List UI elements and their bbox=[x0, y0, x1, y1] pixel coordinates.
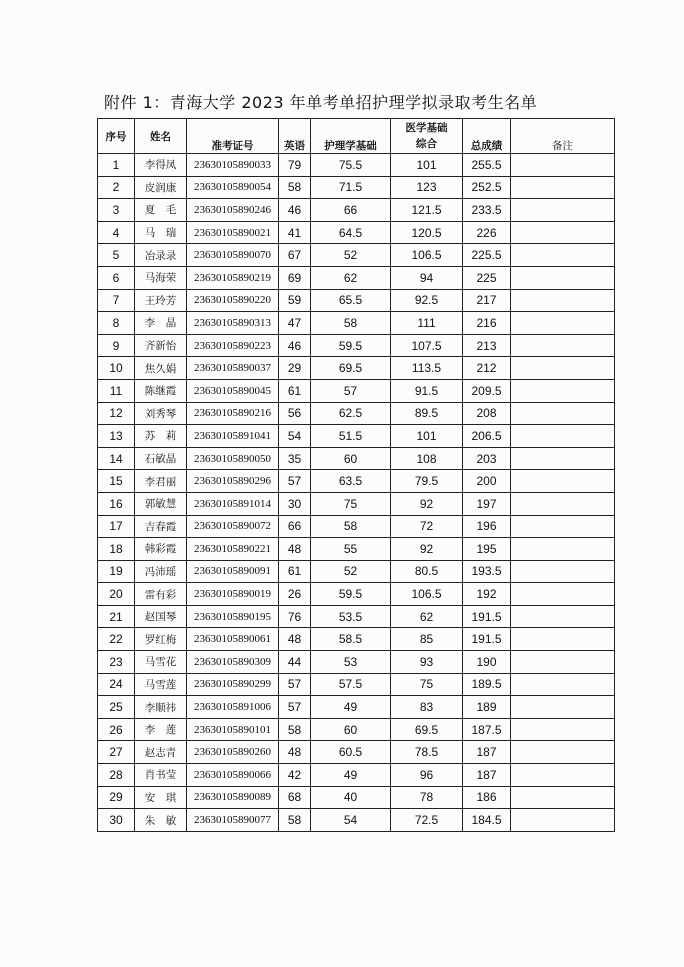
cell-nursing: 58.5 bbox=[311, 628, 391, 651]
cell-ticket: 23630105890299 bbox=[187, 673, 279, 696]
cell-nursing: 69.5 bbox=[311, 357, 391, 380]
cell-medical: 92 bbox=[391, 538, 463, 561]
cell-note bbox=[511, 673, 615, 696]
cell-total: 206.5 bbox=[463, 425, 511, 448]
admission-table bbox=[97, 118, 615, 832]
cell-ticket: 23630105890070 bbox=[187, 244, 279, 267]
cell-index: 7 bbox=[98, 289, 135, 312]
cell-nursing: 63.5 bbox=[311, 470, 391, 493]
cell-index: 5 bbox=[98, 244, 135, 267]
table-row bbox=[98, 741, 615, 764]
cell-name: 陈继霞 bbox=[135, 379, 187, 402]
cell-ticket: 23630105890089 bbox=[187, 786, 279, 809]
table-row bbox=[98, 357, 615, 380]
cell-total: 203 bbox=[463, 447, 511, 470]
cell-note bbox=[511, 718, 615, 741]
cell-nursing: 40 bbox=[311, 786, 391, 809]
cell-english: 58 bbox=[279, 809, 311, 832]
cell-total: 184.5 bbox=[463, 809, 511, 832]
cell-ticket: 23630105890061 bbox=[187, 628, 279, 651]
cell-total: 208 bbox=[463, 402, 511, 425]
cell-medical: 101 bbox=[391, 425, 463, 448]
cell-name: 李顺祎 bbox=[135, 696, 187, 719]
header-medical-line2: 综合 bbox=[416, 138, 437, 150]
cell-english: 44 bbox=[279, 651, 311, 674]
cell-medical: 80.5 bbox=[391, 560, 463, 583]
cell-total: 187 bbox=[463, 764, 511, 787]
cell-total: 213 bbox=[463, 334, 511, 357]
cell-nursing: 55 bbox=[311, 538, 391, 561]
cell-medical: 101 bbox=[391, 154, 463, 177]
cell-ticket: 23630105890019 bbox=[187, 583, 279, 606]
cell-medical: 83 bbox=[391, 696, 463, 719]
cell-ticket: 23630105890091 bbox=[187, 560, 279, 583]
cell-total: 225.5 bbox=[463, 244, 511, 267]
cell-english: 48 bbox=[279, 538, 311, 561]
cell-medical: 106.5 bbox=[391, 244, 463, 267]
cell-medical: 111 bbox=[391, 312, 463, 335]
cell-name: 马海荣 bbox=[135, 266, 187, 289]
cell-name: 雷有彩 bbox=[135, 583, 187, 606]
cell-index: 15 bbox=[98, 470, 135, 493]
cell-name: 韩彩霞 bbox=[135, 538, 187, 561]
cell-english: 48 bbox=[279, 741, 311, 764]
cell-english: 79 bbox=[279, 154, 311, 177]
cell-total: 191.5 bbox=[463, 628, 511, 651]
cell-total: 189.5 bbox=[463, 673, 511, 696]
cell-note bbox=[511, 379, 615, 402]
cell-total: 209.5 bbox=[463, 379, 511, 402]
header-english: 英语 bbox=[279, 119, 311, 154]
cell-nursing: 60 bbox=[311, 447, 391, 470]
cell-nursing: 49 bbox=[311, 696, 391, 719]
cell-english: 67 bbox=[279, 244, 311, 267]
cell-total: 225 bbox=[463, 266, 511, 289]
cell-medical: 94 bbox=[391, 266, 463, 289]
cell-index: 8 bbox=[98, 312, 135, 335]
table-row bbox=[98, 244, 615, 267]
cell-total: 192 bbox=[463, 583, 511, 606]
cell-ticket: 23630105890054 bbox=[187, 176, 279, 199]
cell-ticket: 23630105890066 bbox=[187, 764, 279, 787]
cell-medical: 69.5 bbox=[391, 718, 463, 741]
table-row bbox=[98, 538, 615, 561]
cell-ticket: 23630105890050 bbox=[187, 447, 279, 470]
cell-medical: 113.5 bbox=[391, 357, 463, 380]
cell-index: 17 bbox=[98, 515, 135, 538]
cell-note bbox=[511, 425, 615, 448]
table-row bbox=[98, 312, 615, 335]
cell-english: 61 bbox=[279, 560, 311, 583]
cell-ticket: 23630105890037 bbox=[187, 357, 279, 380]
cell-total: 216 bbox=[463, 312, 511, 335]
cell-name: 李 晶 bbox=[135, 312, 187, 335]
cell-english: 46 bbox=[279, 199, 311, 222]
cell-note bbox=[511, 289, 615, 312]
cell-index: 26 bbox=[98, 718, 135, 741]
cell-name: 赵国琴 bbox=[135, 605, 187, 628]
header-index: 序号 bbox=[98, 119, 135, 154]
cell-english: 35 bbox=[279, 447, 311, 470]
cell-note bbox=[511, 154, 615, 177]
cell-name: 王玲芳 bbox=[135, 289, 187, 312]
cell-index: 16 bbox=[98, 492, 135, 515]
cell-ticket: 23630105891041 bbox=[187, 425, 279, 448]
table-row bbox=[98, 809, 615, 832]
table-row bbox=[98, 583, 615, 606]
cell-ticket: 23630105890021 bbox=[187, 221, 279, 244]
table-row bbox=[98, 176, 615, 199]
cell-total: 195 bbox=[463, 538, 511, 561]
cell-note bbox=[511, 312, 615, 335]
cell-english: 68 bbox=[279, 786, 311, 809]
cell-nursing: 57.5 bbox=[311, 673, 391, 696]
cell-total: 197 bbox=[463, 492, 511, 515]
table-header-row bbox=[98, 119, 615, 154]
table-row bbox=[98, 266, 615, 289]
cell-medical: 93 bbox=[391, 651, 463, 674]
cell-nursing: 58 bbox=[311, 312, 391, 335]
cell-index: 12 bbox=[98, 402, 135, 425]
cell-name: 李得凤 bbox=[135, 154, 187, 177]
cell-total: 189 bbox=[463, 696, 511, 719]
table-row bbox=[98, 628, 615, 651]
cell-ticket: 23630105891014 bbox=[187, 492, 279, 515]
cell-total: 226 bbox=[463, 221, 511, 244]
cell-index: 10 bbox=[98, 357, 135, 380]
cell-english: 66 bbox=[279, 515, 311, 538]
table-row bbox=[98, 470, 615, 493]
cell-ticket: 23630105890223 bbox=[187, 334, 279, 357]
cell-name: 刘秀琴 bbox=[135, 402, 187, 425]
cell-index: 30 bbox=[98, 809, 135, 832]
cell-english: 61 bbox=[279, 379, 311, 402]
cell-index: 14 bbox=[98, 447, 135, 470]
cell-index: 1 bbox=[98, 154, 135, 177]
cell-name: 焦久娟 bbox=[135, 357, 187, 380]
cell-note bbox=[511, 334, 615, 357]
table-row bbox=[98, 560, 615, 583]
cell-name: 冶录录 bbox=[135, 244, 187, 267]
cell-name: 齐新怡 bbox=[135, 334, 187, 357]
cell-nursing: 51.5 bbox=[311, 425, 391, 448]
cell-english: 41 bbox=[279, 221, 311, 244]
cell-ticket: 23630105890219 bbox=[187, 266, 279, 289]
cell-index: 6 bbox=[98, 266, 135, 289]
header-medical-line1: 医学基础 bbox=[405, 122, 448, 134]
table-row bbox=[98, 402, 615, 425]
cell-nursing: 53.5 bbox=[311, 605, 391, 628]
cell-nursing: 54 bbox=[311, 809, 391, 832]
cell-index: 20 bbox=[98, 583, 135, 606]
cell-index: 9 bbox=[98, 334, 135, 357]
table-row bbox=[98, 379, 615, 402]
header-nursing: 护理学基础 bbox=[311, 119, 391, 154]
header-total: 总成绩 bbox=[463, 119, 511, 154]
cell-name: 安 琪 bbox=[135, 786, 187, 809]
cell-ticket: 23630105890072 bbox=[187, 515, 279, 538]
cell-total: 200 bbox=[463, 470, 511, 493]
table-row bbox=[98, 764, 615, 787]
cell-english: 58 bbox=[279, 176, 311, 199]
cell-note bbox=[511, 244, 615, 267]
cell-nursing: 71.5 bbox=[311, 176, 391, 199]
cell-index: 28 bbox=[98, 764, 135, 787]
cell-name: 马雪莲 bbox=[135, 673, 187, 696]
cell-medical: 78.5 bbox=[391, 741, 463, 764]
cell-nursing: 57 bbox=[311, 379, 391, 402]
cell-nursing: 60 bbox=[311, 718, 391, 741]
cell-english: 56 bbox=[279, 402, 311, 425]
cell-english: 69 bbox=[279, 266, 311, 289]
table-row bbox=[98, 492, 615, 515]
cell-medical: 121.5 bbox=[391, 199, 463, 222]
cell-medical: 91.5 bbox=[391, 379, 463, 402]
cell-ticket: 23630105890309 bbox=[187, 651, 279, 674]
table-row bbox=[98, 673, 615, 696]
cell-english: 76 bbox=[279, 605, 311, 628]
cell-note bbox=[511, 628, 615, 651]
cell-english: 48 bbox=[279, 628, 311, 651]
cell-total: 193.5 bbox=[463, 560, 511, 583]
cell-english: 57 bbox=[279, 696, 311, 719]
cell-name: 吉春霞 bbox=[135, 515, 187, 538]
cell-total: 233.5 bbox=[463, 199, 511, 222]
cell-name: 李君丽 bbox=[135, 470, 187, 493]
cell-medical: 89.5 bbox=[391, 402, 463, 425]
cell-medical: 78 bbox=[391, 786, 463, 809]
header-name: 姓名 bbox=[135, 119, 187, 154]
cell-note bbox=[511, 221, 615, 244]
cell-total: 190 bbox=[463, 651, 511, 674]
cell-medical: 62 bbox=[391, 605, 463, 628]
table-row bbox=[98, 447, 615, 470]
cell-index: 29 bbox=[98, 786, 135, 809]
cell-index: 21 bbox=[98, 605, 135, 628]
cell-name: 苏 莉 bbox=[135, 425, 187, 448]
cell-name: 马雪花 bbox=[135, 651, 187, 674]
table-row bbox=[98, 425, 615, 448]
cell-medical: 120.5 bbox=[391, 221, 463, 244]
header-note: 备注 bbox=[511, 119, 615, 154]
cell-note bbox=[511, 605, 615, 628]
cell-medical: 107.5 bbox=[391, 334, 463, 357]
cell-nursing: 58 bbox=[311, 515, 391, 538]
cell-ticket: 23630105890077 bbox=[187, 809, 279, 832]
cell-english: 42 bbox=[279, 764, 311, 787]
cell-note bbox=[511, 560, 615, 583]
table-row bbox=[98, 289, 615, 312]
cell-note bbox=[511, 402, 615, 425]
cell-nursing: 49 bbox=[311, 764, 391, 787]
cell-name: 冯沛瑶 bbox=[135, 560, 187, 583]
cell-nursing: 62 bbox=[311, 266, 391, 289]
document-title: 附件 1：青海大学 2023 年单考单招护理学拟录取考生名单 bbox=[104, 93, 538, 112]
cell-medical: 79.5 bbox=[391, 470, 463, 493]
cell-ticket: 23630105891006 bbox=[187, 696, 279, 719]
cell-nursing: 62.5 bbox=[311, 402, 391, 425]
cell-name: 夏 毛 bbox=[135, 199, 187, 222]
cell-note bbox=[511, 764, 615, 787]
cell-nursing: 59.5 bbox=[311, 334, 391, 357]
cell-name: 马 瑞 bbox=[135, 221, 187, 244]
cell-name: 李 莲 bbox=[135, 718, 187, 741]
table-row bbox=[98, 696, 615, 719]
cell-note bbox=[511, 447, 615, 470]
cell-english: 59 bbox=[279, 289, 311, 312]
cell-index: 27 bbox=[98, 741, 135, 764]
cell-name: 赵志青 bbox=[135, 741, 187, 764]
cell-name: 朱 敏 bbox=[135, 809, 187, 832]
cell-english: 46 bbox=[279, 334, 311, 357]
cell-medical: 72 bbox=[391, 515, 463, 538]
cell-medical: 106.5 bbox=[391, 583, 463, 606]
cell-note bbox=[511, 470, 615, 493]
cell-ticket: 23630105890045 bbox=[187, 379, 279, 402]
cell-note bbox=[511, 809, 615, 832]
cell-nursing: 65.5 bbox=[311, 289, 391, 312]
cell-english: 58 bbox=[279, 718, 311, 741]
header-ticket: 准考证号 bbox=[187, 119, 279, 154]
cell-total: 196 bbox=[463, 515, 511, 538]
cell-note bbox=[511, 583, 615, 606]
cell-nursing: 75.5 bbox=[311, 154, 391, 177]
cell-note bbox=[511, 696, 615, 719]
cell-total: 212 bbox=[463, 357, 511, 380]
cell-nursing: 52 bbox=[311, 560, 391, 583]
cell-nursing: 52 bbox=[311, 244, 391, 267]
cell-note bbox=[511, 176, 615, 199]
cell-index: 13 bbox=[98, 425, 135, 448]
cell-index: 23 bbox=[98, 651, 135, 674]
table-row bbox=[98, 651, 615, 674]
cell-nursing: 66 bbox=[311, 199, 391, 222]
cell-total: 252.5 bbox=[463, 176, 511, 199]
cell-medical: 108 bbox=[391, 447, 463, 470]
cell-medical: 72.5 bbox=[391, 809, 463, 832]
cell-ticket: 23630105890195 bbox=[187, 605, 279, 628]
cell-total: 187.5 bbox=[463, 718, 511, 741]
cell-index: 3 bbox=[98, 199, 135, 222]
table-row bbox=[98, 515, 615, 538]
cell-ticket: 23630105890313 bbox=[187, 312, 279, 335]
cell-note bbox=[511, 492, 615, 515]
cell-note bbox=[511, 357, 615, 380]
cell-name: 石敏晶 bbox=[135, 447, 187, 470]
cell-index: 25 bbox=[98, 696, 135, 719]
table-row bbox=[98, 334, 615, 357]
table-row bbox=[98, 718, 615, 741]
cell-nursing: 60.5 bbox=[311, 741, 391, 764]
table-row bbox=[98, 221, 615, 244]
cell-index: 18 bbox=[98, 538, 135, 561]
cell-note bbox=[511, 538, 615, 561]
cell-ticket: 23630105890101 bbox=[187, 718, 279, 741]
cell-nursing: 75 bbox=[311, 492, 391, 515]
cell-name: 皮润康 bbox=[135, 176, 187, 199]
cell-note bbox=[511, 786, 615, 809]
cell-note bbox=[511, 199, 615, 222]
cell-medical: 123 bbox=[391, 176, 463, 199]
cell-total: 186 bbox=[463, 786, 511, 809]
cell-index: 22 bbox=[98, 628, 135, 651]
cell-name: 郭敏慧 bbox=[135, 492, 187, 515]
cell-note bbox=[511, 266, 615, 289]
cell-note bbox=[511, 741, 615, 764]
cell-index: 24 bbox=[98, 673, 135, 696]
cell-index: 19 bbox=[98, 560, 135, 583]
cell-ticket: 23630105890260 bbox=[187, 741, 279, 764]
cell-english: 57 bbox=[279, 673, 311, 696]
cell-medical: 85 bbox=[391, 628, 463, 651]
cell-english: 54 bbox=[279, 425, 311, 448]
table-row bbox=[98, 199, 615, 222]
header-medical bbox=[391, 119, 463, 154]
cell-note bbox=[511, 515, 615, 538]
cell-total: 191.5 bbox=[463, 605, 511, 628]
cell-english: 57 bbox=[279, 470, 311, 493]
cell-total: 187 bbox=[463, 741, 511, 764]
cell-index: 11 bbox=[98, 379, 135, 402]
cell-note bbox=[511, 651, 615, 674]
cell-nursing: 53 bbox=[311, 651, 391, 674]
cell-medical: 75 bbox=[391, 673, 463, 696]
cell-english: 26 bbox=[279, 583, 311, 606]
cell-index: 2 bbox=[98, 176, 135, 199]
cell-ticket: 23630105890221 bbox=[187, 538, 279, 561]
cell-nursing: 59.5 bbox=[311, 583, 391, 606]
cell-medical: 92.5 bbox=[391, 289, 463, 312]
cell-total: 217 bbox=[463, 289, 511, 312]
table-row bbox=[98, 605, 615, 628]
cell-ticket: 23630105890296 bbox=[187, 470, 279, 493]
table-row bbox=[98, 786, 615, 809]
cell-name: 肖书莹 bbox=[135, 764, 187, 787]
cell-ticket: 23630105890033 bbox=[187, 154, 279, 177]
table-row bbox=[98, 154, 615, 177]
cell-nursing: 64.5 bbox=[311, 221, 391, 244]
cell-ticket: 23630105890216 bbox=[187, 402, 279, 425]
cell-total: 255.5 bbox=[463, 154, 511, 177]
cell-medical: 92 bbox=[391, 492, 463, 515]
cell-english: 30 bbox=[279, 492, 311, 515]
cell-english: 29 bbox=[279, 357, 311, 380]
cell-ticket: 23630105890220 bbox=[187, 289, 279, 312]
cell-medical: 96 bbox=[391, 764, 463, 787]
cell-ticket: 23630105890246 bbox=[187, 199, 279, 222]
cell-index: 4 bbox=[98, 221, 135, 244]
cell-english: 47 bbox=[279, 312, 311, 335]
cell-name: 罗红梅 bbox=[135, 628, 187, 651]
